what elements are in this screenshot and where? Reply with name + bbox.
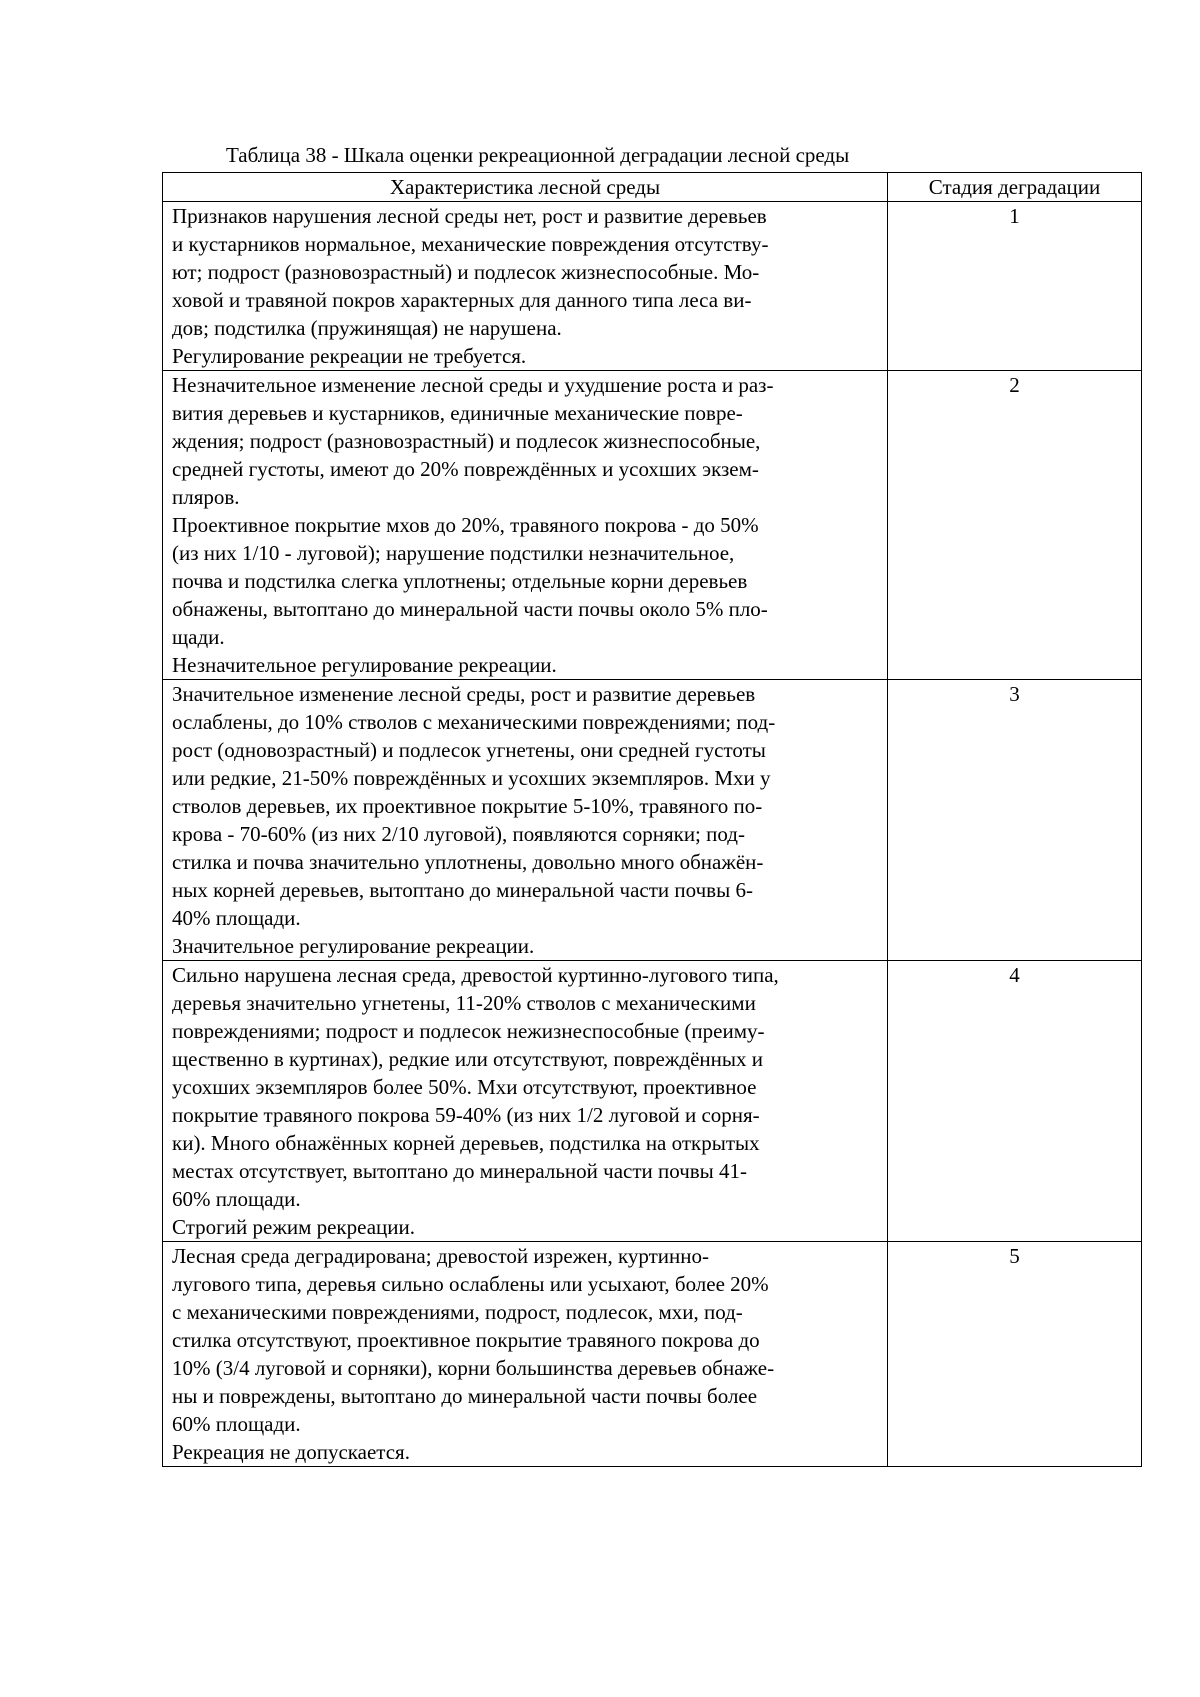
table-caption: Таблица 38 - Шкала оценки рекреационной деградации лесной среды	[226, 143, 850, 167]
description-line: ют; подрост (разновозрастный) и подлесок жизнеспособные. Мо-	[172, 260, 760, 284]
description-line: обнажены, вытоптано до минеральной части почвы около 5% пло-	[172, 597, 768, 621]
description-line: усохших экземпляров более 50%. Мхи отсутствуют, проективное	[172, 1075, 757, 1099]
row-stage-cell: 3	[888, 680, 1142, 961]
description-line: Регулирование рекреации не требуется.	[172, 344, 527, 368]
description-line: щади.	[172, 625, 225, 649]
description-line: стилка и почва значительно уплотнены, довольно много обнажён-	[172, 850, 764, 874]
description-line: ны и повреждены, вытоптано до минеральной части почвы более	[172, 1384, 758, 1408]
description-line: ных корней деревьев, вытоптано до минеральной части почвы 6-	[172, 878, 753, 902]
description-line: стилка отсутствуют, проективное покрытие травяного покрова до	[172, 1328, 760, 1352]
description-line: пляров.	[172, 485, 240, 509]
description-line: 10% (3/4 луговой и сорняки), корни большинства деревьев обнаже-	[172, 1356, 775, 1380]
description-line: стволов деревьев, их проективное покрытие 5-10%, травяного по-	[172, 794, 763, 818]
description-line: Проективное покрытие мхов до 20%, травяного покрова - до 50%	[172, 513, 759, 537]
description-line: вития деревьев и кустарников, единичные механические повре-	[172, 401, 743, 425]
description-line: 60% площади.	[172, 1412, 301, 1436]
row-description-cell	[163, 680, 888, 961]
description-line: покрытие травяного покрова 59-40% (из них 1/2 луговой и сорня-	[172, 1103, 760, 1127]
description-line: Незначительное регулирование рекреации.	[172, 653, 557, 677]
description-line: Незначительное изменение лесной среды и ухудшение роста и раз-	[172, 373, 774, 397]
description-line: деревья значительно угнетены, 11-20% стволов с механическими	[172, 991, 756, 1015]
row-description-cell	[163, 202, 888, 371]
row-stage-cell: 4	[888, 961, 1142, 1242]
table-row	[163, 202, 1142, 371]
header-stage: Стадия деградации	[888, 173, 1142, 202]
row-stage-cell: 2	[888, 371, 1142, 680]
row-description-cell	[163, 961, 888, 1242]
description-line: лугового типа, деревья сильно ослаблены или усыхают, более 20%	[172, 1272, 769, 1296]
table-row	[163, 1242, 1142, 1467]
description-line: Рекреация не допускается.	[172, 1440, 410, 1464]
description-line: местах отсутствует, вытоптано до минеральной части почвы 41-	[172, 1159, 748, 1183]
description-line: ховой и травяной покров характерных для данного типа леса ви-	[172, 288, 752, 312]
table-header-row	[163, 173, 1142, 202]
description-line: Признаков нарушения лесной среды нет, рост и развитие деревьев	[172, 204, 767, 228]
description-line: или редкие, 21-50% повреждённых и усохших экземпляров. Мхи у	[172, 766, 771, 790]
row-description-cell	[163, 371, 888, 680]
description-line: рост (одновозрастный) и подлесок угнетены, они средней густоты	[172, 738, 766, 762]
table-body	[163, 202, 1142, 1467]
table-row	[163, 680, 1142, 961]
description-line: дов; подстилка (пружинящая) не нарушена.	[172, 316, 562, 340]
description-line: и кустарников нормальное, механические повреждения отсутству-	[172, 232, 769, 256]
row-description-cell	[163, 1242, 888, 1467]
description-line: (из них 1/10 - луговой); нарушение подстилки незначительное,	[172, 541, 735, 565]
row-stage-cell: 1	[888, 202, 1142, 371]
description-line: крова - 70-60% (из них 2/10 луговой), появляются сорняки; под-	[172, 822, 745, 846]
description-line: Строгий режим рекреации.	[172, 1215, 415, 1239]
header-description: Характеристика лесной среды	[163, 173, 888, 202]
description-line: повреждениями; подрост и подлесок нежизнеспособные (преиму-	[172, 1019, 765, 1043]
description-line: почва и подстилка слегка уплотнены; отдельные корни деревьев	[172, 569, 748, 593]
description-line: Лесная среда деградирована; древостой изрежен, куртинно-	[172, 1244, 709, 1268]
degradation-scale-table	[162, 172, 1142, 1467]
description-line: ослаблены, до 10% стволов с механическими повреждениями; под-	[172, 710, 776, 734]
description-line: с механическими повреждениями, подрост, подлесок, мхи, под-	[172, 1300, 743, 1324]
description-line: 40% площади.	[172, 906, 301, 930]
description-line: 60% площади.	[172, 1187, 301, 1211]
description-line: Сильно нарушена лесная среда, древостой куртинно-лугового типа,	[172, 963, 779, 987]
description-line: ки). Много обнажённых корней деревьев, подстилка на открытых	[172, 1131, 760, 1155]
description-line: Значительное регулирование рекреации.	[172, 934, 535, 958]
table-row	[163, 371, 1142, 680]
description-line: щественно в куртинах), редкие или отсутствуют, повреждённых и	[172, 1047, 763, 1071]
row-stage-cell: 5	[888, 1242, 1142, 1467]
description-line: ждения; подрост (разновозрастный) и подлесок жизнеспособные,	[172, 429, 761, 453]
description-line: Значительное изменение лесной среды, рост и развитие деревьев	[172, 682, 756, 706]
description-line: средней густоты, имеют до 20% повреждённых и усохших экзем-	[172, 457, 759, 481]
table-row	[163, 961, 1142, 1242]
